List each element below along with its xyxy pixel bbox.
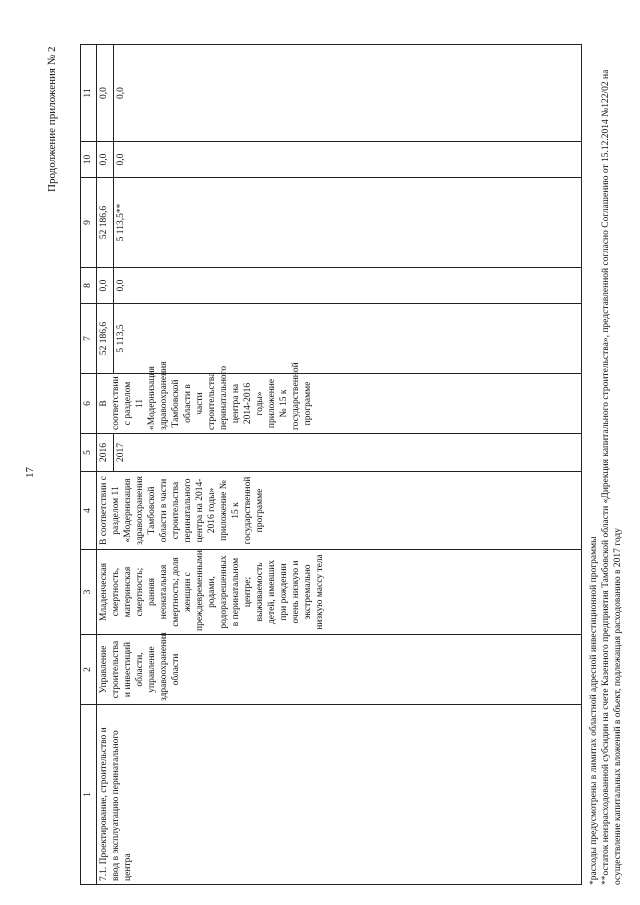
value-cell-c11: 0,0: [97, 45, 114, 142]
column-header: 6: [81, 374, 97, 434]
year-cell: 2017: [114, 434, 582, 472]
appendix-continuation-label: Продолжение приложения № 2: [46, 46, 58, 192]
column-number-row: [81, 45, 97, 885]
goal-cell-2: В соответствии с разделом 11 «Модернизация здравоохранения Тамбовской области в части строительства перинатального центра на 2014-2016 годы» приложение № 15 к государственной программе: [97, 374, 582, 434]
column-header: 5: [81, 434, 97, 472]
column-header: 9: [81, 178, 97, 268]
column-header: 2: [81, 635, 97, 705]
value-cell-c10: 0,0: [97, 142, 114, 178]
footnote: **остаток неизрасходованной субсидии на счете Казенного предприятия Тамбовской области «Дирекция капитального строительства», представленной согласно Соглашению от 15.12.2014 №122/02 на осуществление капитальных вложений в объект, подлежащая расходованию в 2017 году: [601, 69, 623, 885]
column-header: 10: [81, 142, 97, 178]
value-cell-c9: 52 186,6: [97, 178, 114, 268]
value-cell-c8: 0,0: [114, 268, 582, 304]
value-cell-c11: 0,0: [114, 45, 582, 142]
column-header: 11: [81, 45, 97, 142]
program-table: [80, 44, 582, 885]
value-cell-c10: 0,0: [114, 142, 582, 178]
column-header: 4: [81, 472, 97, 550]
activity-name-cell: 7.1. Проектирование, строительство и ввод в эксплуатацию перинатального центра: [97, 705, 582, 885]
column-header: 8: [81, 268, 97, 304]
column-header: 1: [81, 705, 97, 885]
year-cell: 2016: [97, 434, 114, 472]
goal-cell: В соответствии с разделом 11 «Модернизация здравоохранения Тамбовской области в части строительства перинатального центра на 2014-2016 годы» приложение № 15 к государственной программе: [97, 472, 582, 550]
value-cell-c7: 5 113,5: [114, 304, 582, 374]
value-cell-c7: 52 186,6: [97, 304, 114, 374]
indicator-cell: Младенческая смертность, материнская смертность; ранняя неонатальная смертность; доля женщин с преждевременными родами, родоразрешенных в перинатальном центре; выживаемость детей, имевших при рождении очень низкую и экстремально низкую массу тела: [97, 550, 582, 635]
footnotes: [588, 45, 624, 885]
executor-cell: Управление строительства и инвестиций области, управление здравоохранения области: [97, 635, 582, 705]
column-header: 3: [81, 550, 97, 635]
column-header: 7: [81, 304, 97, 374]
table-row: [97, 45, 114, 885]
page-number: 17: [24, 467, 36, 478]
landscape-content: [80, 45, 623, 885]
value-cell-c8: 0,0: [97, 268, 114, 304]
footnote: *расходы предусмотрены в лимитах областной адресной инвестиционной программы: [589, 536, 599, 885]
value-cell-c9: 5 113,5**: [114, 178, 582, 268]
